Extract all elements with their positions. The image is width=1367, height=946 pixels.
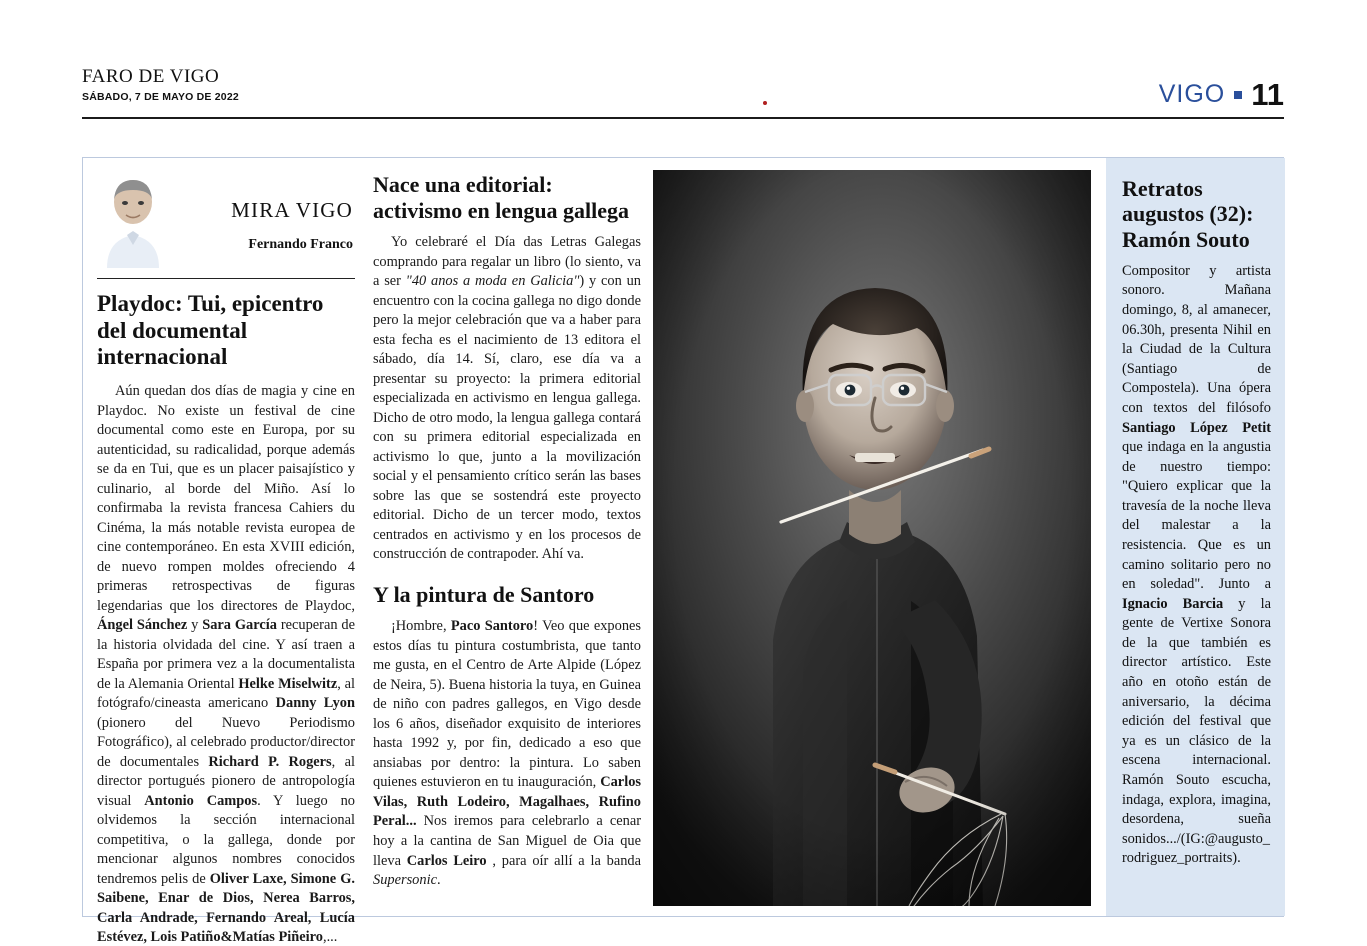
column4-body: Compositor y artista sonoro. Mañana domingo, 8, al amanecer, 06.30h, presenta Nihil en la Ciudad de la Cultura (Santiago de Compostela). Una ópera con textos del filósofo Santiago López Petit que indaga en la angustia de nuestro tiempo: "Quiero explicar que la travesía de la noche lleva del malestar a la resistencia. Que es un camino solitario pero no en soledad". Junto a Ignacio Barcia y la gente de Vertixe Sonora de la que también es director artístico. Este año en otoño están de aniversario, la décima edición del festival que ya es un clásico de la escena internacional. Ramón Souto escucha, indaga, explora, imagina, desordena, sueña sonidos.../(IG:@augusto_rodriguez_portraits). [1122,262,1271,867]
publication-date: SÁBADO, 7 DE MAYO DE 2022 [82,91,239,103]
column-rule [97,278,355,279]
column2-body-2: ¡Hombre, Paco Santoro! Veo que expones estos días tu pintura costumbrista, que tanto me gusta, en el Centro de Arte Alpide (López de Neira, 5). Buena historia la tuya, en Guinea de niño con padres gallegos, en Vigo desde los 6 años, diseñador exquisito de interiores hasta 1992 y, por fin, dedicado a eso que ansiabas por dentro: la pintura. Lo saben quienes estuvieron en tu inauguración, Carlos Vilas, Ruth Lodeiro, Magalhaes, Rufino Peral... Nos iremos para celebrarlo a cenar hoy a la cantina de San Miguel de Oia que lleva Carlos Leiro , para oír allí a la banda Supersonic. [373,618,641,889]
author-portrait-illustration [97,172,169,268]
column-header [97,172,355,272]
masthead [82,66,1284,112]
column1-body: Aún quedan dos días de magia y cine en Playdoc. No existe un festival de cine documental como este en Europa, por su autenticidad, su radicalidad, porque además se da en Tui, que es un placer paisajístico y culinario, al borde del Miño. Así lo confirmaba la revista francesa Cahiers du Cinéma, la más notable revista europea de cine contemporáneo. En esta XVIII edición, de nuevo rompen moldes ofreciendo 4 primeras retrospectivas de figuras legendarias que los directores de Playdoc, Ángel Sánchez y Sara García recuperan de la historia olvidada del cine. Y así traen a España por primera vez a la documentalista de la Alemania Oriental Helke Miselwitz, al fotógrafo/cineasta americano Danny Lyon (pionero del Nuevo Periodismo Fotográfico), al celebrado productor/director de documentales Richard P. Rogers, al director portugués pionero de antropología visual Antonio Campos. Y luego no olvidemos la sección internacional competitiva, o la gallega, donde por mencionar algunos nombres conocidos tendremos pelis de Oliver Laxe, Simone G. Saibene, Enar de Dios, Nerea Barros, Carla Andrade, Fernando Areal, Lucía Estévez, Lois Patiño&Matías Piñeiro,... [97,383,356,946]
publication-title: FARO DE VIGO [82,66,220,87]
column-editorial [373,172,641,891]
column-mira-vigo [97,172,355,946]
column-author: Fernando Franco [248,237,353,252]
author-portrait [97,172,169,268]
column2-headline-2: Y la pintura de Santoro [373,581,595,607]
column4-headline: Retratos augustos (32): Ramón Souto [1122,176,1254,252]
section-label [1159,79,1284,110]
column-kicker: MIRA VIGO [231,198,353,222]
masthead-divider [82,117,1284,119]
red-dot-marker [763,101,767,105]
article-frame [82,157,1284,946]
column2-body-1: Yo celebraré el Día das Letras Galegas comprando para regalar un libro (lo siento, va a ser "40 anos a moda en Galicia") y con un encuentro con la cocina gallega no digo donde pero la mejor celebración que va a haber para esta fecha es el nacimiento de 13 editora el sábado, día 14. Sí, claro, ese día va a presentar su proyecto: la primera editorial especializada en activismo en lengua gallega. Dicho de otro modo, la lengua gallega contará con su primera editorial especializada en activismo lo que, junto a la movilización social y el pensamiento crítico serán las bases sobre las que se sostendrá este proyecto editorial. Dicho de un tercer modo, textos centrados en activismo y en los procesos de construcción de contrapoder. Ahí va. [373,234,641,563]
column1-headline: Playdoc: Tui, epicentro del documental internacional [97,291,324,370]
column2-headline-1: Nace una editorial: activismo en lengua gallega [373,172,630,223]
portrait-photograph [653,170,1091,906]
column-retratos-augustos [1106,158,1285,916]
section-square-icon [1234,91,1242,99]
page-number: 11 [1251,77,1284,112]
column-title-block [177,172,355,253]
article-photo [653,170,1091,906]
section-name: VIGO [1158,80,1226,108]
